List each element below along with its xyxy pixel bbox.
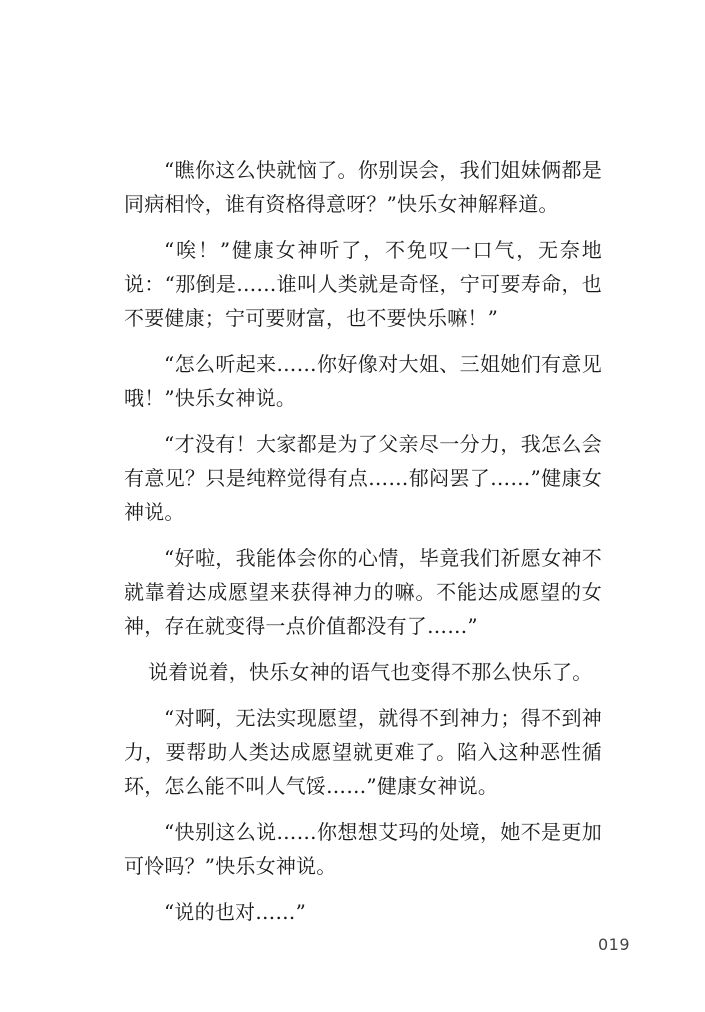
page-number: 019 bbox=[598, 935, 631, 954]
paragraph-2: “唉！”健康女神听了，不免叹一口气，无奈地说：“那倒是……谁叫人类就是奇怪，宁可要寿命，也不要健康；宁可要财富，也不要快乐嘛！” bbox=[124, 238, 602, 330]
paragraph-3: “怎么听起来……你好像对大姐、三姐她们有意见哦！”快乐女神说。 bbox=[124, 352, 602, 410]
paragraph-1: “瞧你这么快就恼了。你别误会，我们姐妹俩都是同病相怜，谁有资格得意呀？”快乐女神解释道。 bbox=[124, 158, 602, 216]
paragraph-9: “说的也对……” bbox=[164, 900, 307, 924]
paragraph-5: “好啦，我能体会你的心情，毕竟我们祈愿女神不就靠着达成愿望来获得神力的嘛。不能达成愿望的女神，存在就变得一点价值都没有了……” bbox=[124, 546, 602, 638]
paragraph-6: 说着说着，快乐女神的语气也变得不那么快乐了。 bbox=[148, 660, 593, 684]
paragraph-7: “对啊，无法实现愿望，就得不到神力；得不到神力，要帮助人类达成愿望就更难了。陷入这种恶性循环，怎么能不叫人气馁……”健康女神说。 bbox=[124, 706, 602, 798]
paragraph-8: “快别这么说……你想想艾玛的处境，她不是更加可怜吗？”快乐女神说。 bbox=[124, 820, 602, 878]
paragraph-4: “才没有！大家都是为了父亲尽一分力，我怎么会有意见？只是纯粹觉得有点……郁闷罢了……”健康女神说。 bbox=[124, 432, 602, 524]
body-text bbox=[124, 153, 602, 941]
